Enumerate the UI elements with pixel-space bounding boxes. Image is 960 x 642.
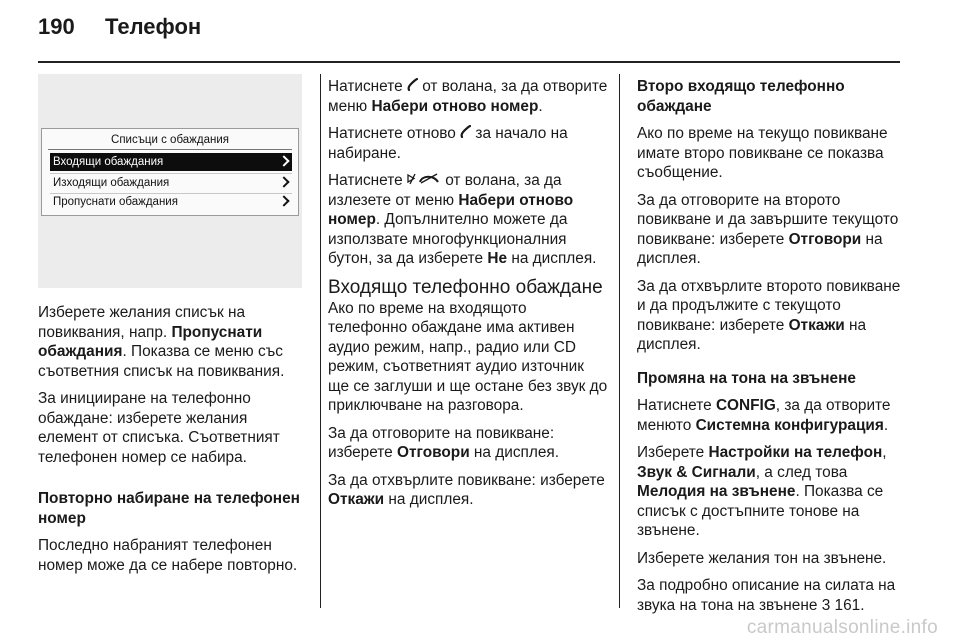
phone-handset-icon <box>407 77 418 97</box>
text: . Показва се списък с достъпните тонове на звънене. <box>637 483 884 539</box>
second-call-heading: Второ входящо телефонно обаждане <box>637 78 845 115</box>
ringtone-heading: Промяна на тона на звънене <box>637 369 856 387</box>
menu-term: Откажи <box>328 491 385 508</box>
menu-item-label: Пропуснати обаждания <box>53 196 178 208</box>
menu-term: Мелодия на звънене <box>637 483 796 500</box>
menu-item-label: Изходящи обаждания <box>53 177 170 189</box>
menu-term: Откажи <box>788 316 845 334</box>
paragraph <box>328 171 608 269</box>
chevron-right-icon <box>278 155 289 166</box>
text: от волана, за да отворите меню <box>328 78 608 115</box>
page-ref-icon[interactable]: 3 <box>821 596 831 614</box>
menu-term: CONFIG <box>715 397 776 414</box>
text: , за да отворите менюто <box>637 397 891 434</box>
screen-title-rule <box>48 149 292 150</box>
text: Натиснете <box>637 397 716 414</box>
text: Изберете желания списък на повиквания, напр. <box>38 304 246 341</box>
page-number: 190 <box>38 14 75 39</box>
text: За да отхвърлите второто повикване и да продължите с текущото повикване: изберете <box>637 277 901 334</box>
paragraph <box>328 471 608 510</box>
mute-hangup-icon <box>407 171 441 191</box>
paragraph: Последно набраният телефонен номер може да се набере повторно. <box>38 537 298 574</box>
chevron-right-icon <box>278 195 289 206</box>
paragraph <box>637 191 909 269</box>
phone-handset-icon <box>460 124 471 144</box>
menu-term: Отговори <box>397 444 470 461</box>
menu-item-label: Входящи обаждания <box>53 156 164 168</box>
header-rule <box>38 61 900 63</box>
text: Натиснете отново <box>328 125 461 142</box>
text: на дисплея. <box>469 444 560 461</box>
spacer <box>38 475 308 489</box>
menu-term: Пропуснати обаждания <box>38 323 263 360</box>
paragraph <box>38 303 308 381</box>
paragraph <box>637 396 909 435</box>
text: За подробно описание на силата на звука на тона на звънене <box>637 577 896 614</box>
menu-term: Набери отново номер <box>328 191 574 228</box>
text: Изберете <box>637 444 709 461</box>
paragraph: За иницииране на телефонно обаждане: изберете желания елемент от списъка. Съответният телефонен номер се набира. <box>38 390 280 466</box>
column-1 <box>38 303 308 583</box>
paragraph: Ако по време на входящото телефонно обаждане има активен аудио режим, напр., радио или CD режим, съответният аудио източник ще се заглуши и ще остане без звук до приключване на разговора. <box>328 299 608 414</box>
text: За да отговорите на повикване: изберете <box>328 424 555 461</box>
column-2 <box>328 77 608 518</box>
chevron-right-icon <box>278 176 289 187</box>
paragraph <box>637 277 909 355</box>
menu-term: Системна конфигурация <box>695 416 884 434</box>
text: За да отхвърлите повикване: изберете <box>328 471 605 489</box>
paragraph <box>328 124 608 163</box>
paragraph <box>328 77 608 116</box>
display-screen <box>41 128 299 216</box>
paragraph: Изберете желания тон на звънене. <box>637 549 887 567</box>
text: на дисплея. <box>507 250 597 267</box>
text: 161. <box>830 596 865 614</box>
text: . <box>538 97 543 115</box>
watermark: carmanualsonline.info <box>746 617 938 638</box>
text: . Показва се меню със съответния списък на повиквания. <box>38 343 285 380</box>
page-title: Телефон <box>105 14 202 39</box>
paragraph <box>328 424 608 463</box>
redial-heading: Повторно набиране на телефонен номер <box>38 490 300 527</box>
menu-term: Не <box>487 250 508 267</box>
text: от волана, за да излезете от меню <box>328 172 562 209</box>
paragraph <box>637 443 909 541</box>
column-divider-right <box>619 74 620 608</box>
paragraph <box>637 576 909 615</box>
menu-item-incoming-calls[interactable] <box>50 153 292 171</box>
screen-title: Списъци с обаждания <box>111 134 229 146</box>
column-divider-left <box>320 74 321 608</box>
text: , а след това <box>755 463 848 481</box>
text: . Допълнително можете да използвате многофункционалния бутон, за да изберете <box>328 211 568 267</box>
menu-term: Звук & Сигнали <box>637 463 756 481</box>
text: , <box>882 444 887 461</box>
text: за начало на набиране. <box>328 125 568 162</box>
text: Натиснете <box>328 78 407 95</box>
section-heading: Входящо телефонно обаждане <box>328 276 603 298</box>
menu-term: Настройки на телефон <box>708 444 883 461</box>
paragraph: Ако по време на текущо повикване имате второ повикване се показва съобщение. <box>637 125 888 181</box>
text: на дисплея. <box>637 316 867 353</box>
text: За да отговорите на второто повикване и да завършите текущото повикване: изберете <box>637 191 899 248</box>
text: Натиснете <box>328 172 407 189</box>
call-lists-figure <box>38 74 302 288</box>
text: . <box>883 416 889 434</box>
menu-term: Отговори <box>788 230 862 248</box>
text: на дисплея. <box>637 230 883 267</box>
menu-term: Набери отново номер <box>371 97 539 115</box>
column-3 <box>637 77 909 623</box>
menu-item-missed-calls[interactable] <box>50 193 292 211</box>
menu-item-outgoing-calls[interactable] <box>50 174 292 192</box>
text: на дисплея. <box>384 491 474 508</box>
